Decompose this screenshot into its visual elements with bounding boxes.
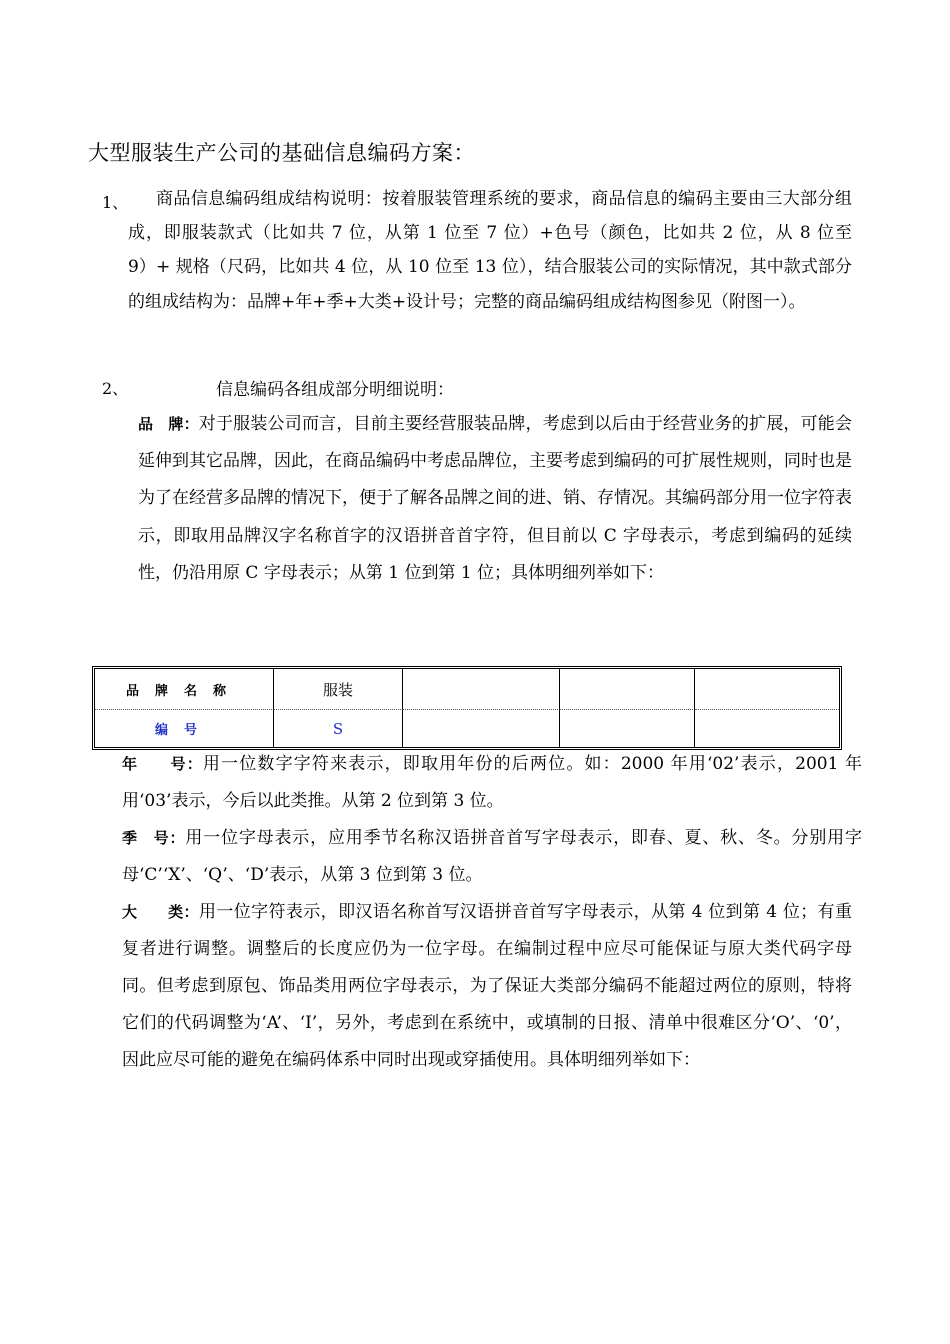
brand-section [138,406,852,592]
section-1-number: 1、 [102,193,129,212]
table-cell-empty [403,669,560,710]
table-row [95,710,839,747]
brand-code-table [92,666,842,750]
season-section [122,820,862,894]
year-label: 年 号： [122,755,203,773]
category-text: 用一位字符表示，即汉语名称首写汉语拼音首写字母表示，从第 4 位到第 4 位；有重复者进行调整。调整后的长度应仍为一位字母。在编制过程中应尽可能保证与原大类代码字母同。但考虑到原包、饰品类用两位字母表示，为了保证大类部分编码不能超过两位的原则，特将它们的代码调整为‘A’、‘I’，另外，考虑到在系统中，或填制的日报、清单中很难区分‘O’、‘0’，因此应尽可能的避免在编码体系中同时出现或穿插使用。具体明细列举如下： [122,902,852,1070]
category-label: 大 类： [122,903,199,921]
brand-label: 品 牌： [138,415,199,433]
section-2-heading: 信息编码各组成部分明细说明： [216,380,454,400]
table-cell-empty [560,710,695,747]
table-cell-empty [695,710,839,747]
document-title: 大型服装生产公司的基础信息编码方案： [88,141,475,165]
table-cell-empty [695,669,839,710]
table-cell-empty [403,710,560,747]
year-text: 用一位数字字符来表示，即取用年份的后两位。如：2000 年用‘02’表示，2001 年用‘03’表示，今后以此类推。从第 2 位到第 3 位。 [122,754,862,811]
section-2-number: 2、 [102,379,129,398]
season-text: 用一位字母表示，应用季节名称汉语拼音首写字母表示，即春、夏、秋、冬。分别用字母‘C’‘X’、‘Q’、‘D’表示，从第 3 位到第 3 位。 [122,828,862,885]
table-row [95,669,839,710]
brand-name-header: 品牌名称 [95,669,274,710]
section-1-text: 商品信息编码组成结构说明：按着服装管理系统的要求，商品信息的编码主要由三大部分组成，即服装款式（比如共 7 位，从第 1 位至 7 位）+色号（颜色，比如共 2 位，从 8 位至 9）+ 规格（尺码，比如共 4 位，从 10 位至 13 位），结合服装公司的实际情况，其中款式部分的组成结构为：品牌+年+季+大类+设计号；完整的商品编码组成结构图参见（附图一）。 [128,189,852,312]
table-cell-empty [560,669,695,710]
year-section [122,746,862,820]
brand-text: 对于服装公司而言，目前主要经营服装品牌，考虑到以后由于经营业务的扩展，可能会延伸到其它品牌，因此，在商品编码中考虑品牌位，主要考虑到编码的可扩展性规则，同时也是为了在经营多品牌的情况下，便于了解各品牌之间的进、销、存情况。其编码部分用一位字符表示，即取用品牌汉字名称首字的汉语拼音首字符，但目前以 C 字母表示，考虑到编码的延续性，仍沿用原 C 字母表示；从第 1 位到第 1 位；具体明细列举如下： [138,414,852,583]
brand-code-header: 编号 [95,710,274,747]
category-section [122,894,852,1079]
brand-name-value: 服装 [274,669,403,710]
season-label: 季 号： [122,829,186,847]
brand-code-value: S [274,710,403,747]
